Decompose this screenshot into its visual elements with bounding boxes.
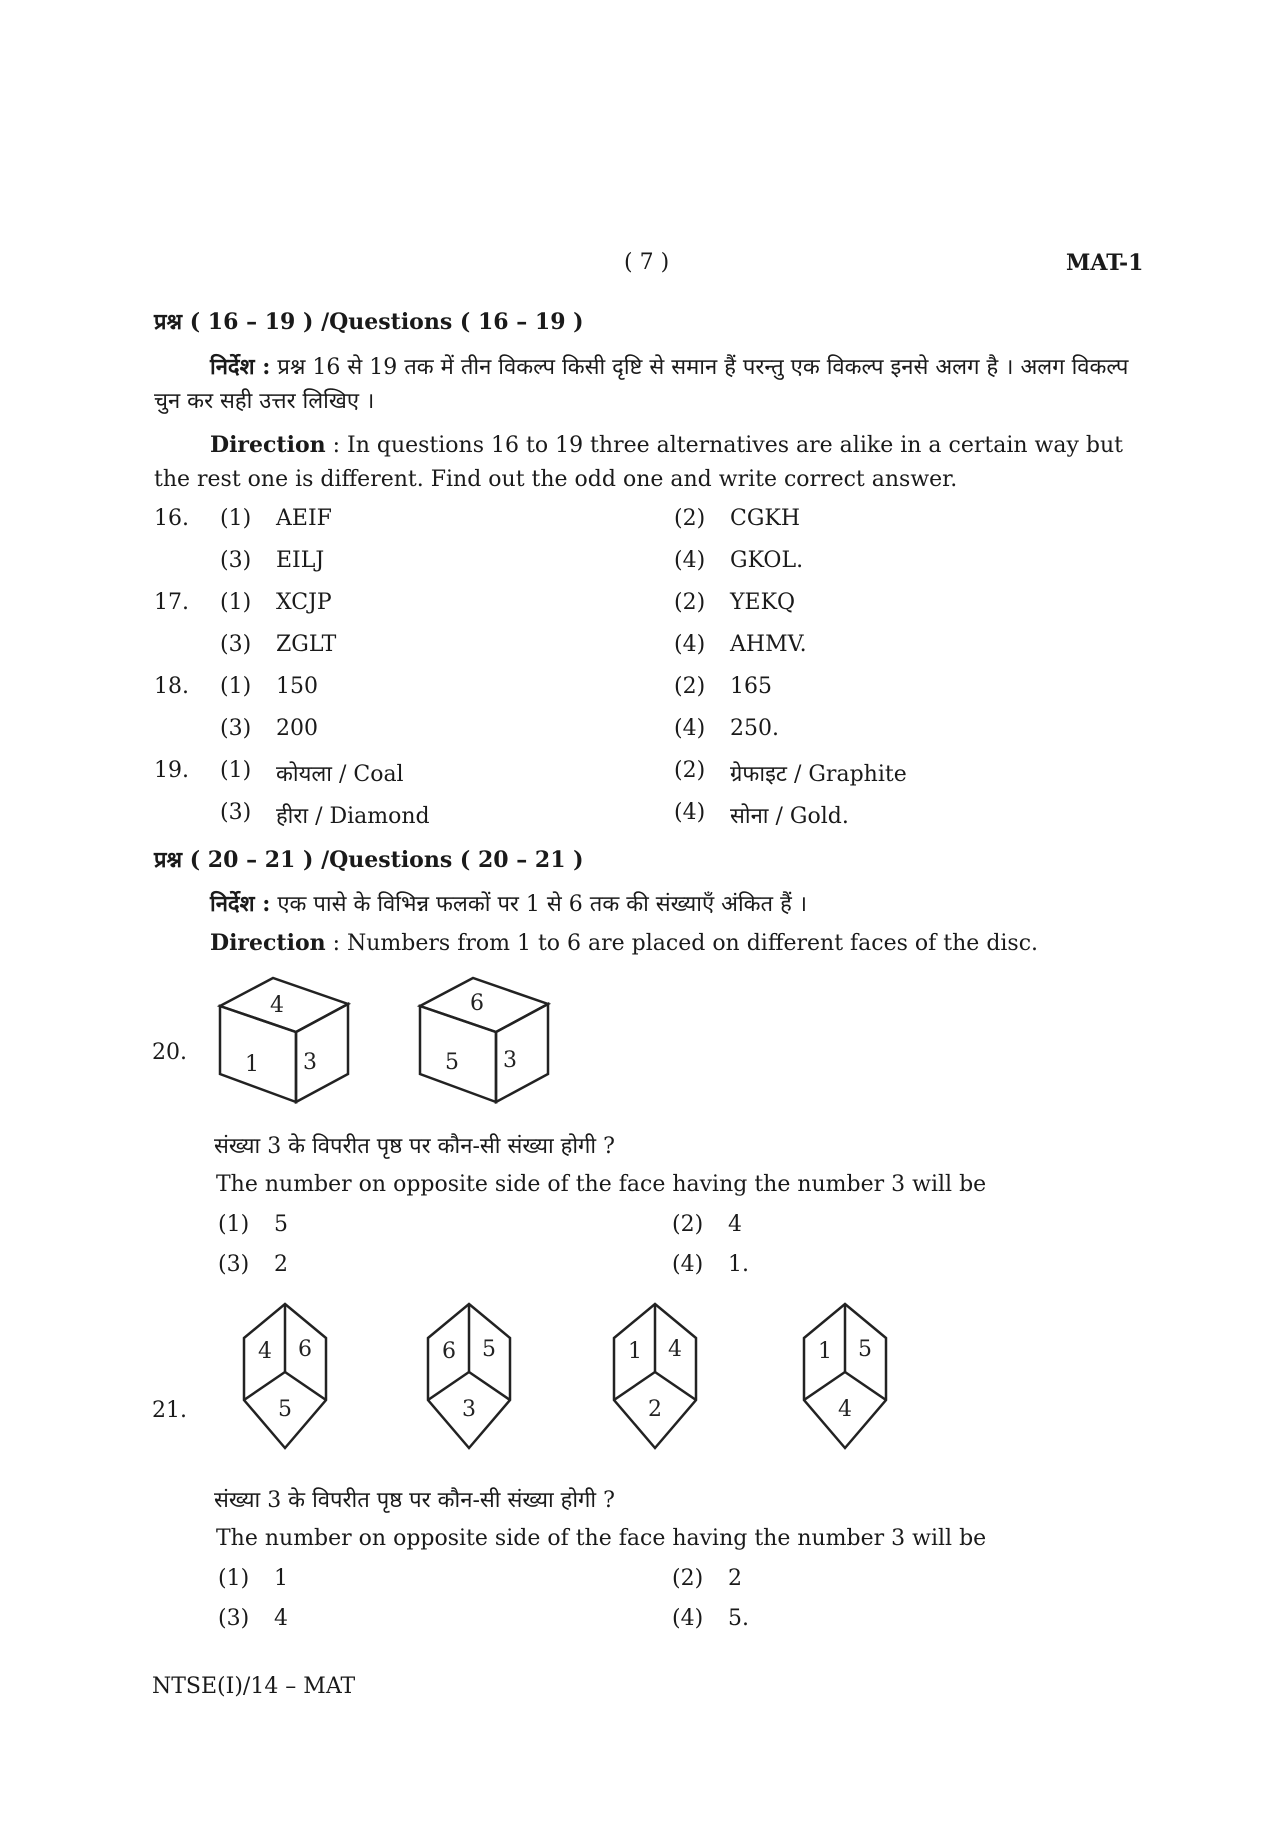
option-label: (2) bbox=[672, 1566, 704, 1591]
die-edge bbox=[469, 1372, 510, 1400]
option-label: (3) bbox=[220, 800, 252, 825]
cube-figure-2 bbox=[414, 976, 554, 1106]
option-text: CGKH bbox=[730, 506, 801, 531]
die-edge bbox=[655, 1372, 696, 1400]
cube-figure-1 bbox=[214, 976, 354, 1106]
option-text: कोयला / Coal bbox=[276, 762, 404, 787]
cube1-right-number: 3 bbox=[303, 1050, 317, 1075]
die-edge bbox=[285, 1372, 326, 1400]
option-text: 4 bbox=[728, 1212, 742, 1237]
direction-english-text: : Numbers from 1 to 6 are placed on different faces of the disc. bbox=[332, 931, 1039, 956]
option-label: (2) bbox=[672, 1212, 704, 1237]
direction-english-label: Direction bbox=[210, 930, 326, 956]
die-figure bbox=[414, 1300, 524, 1450]
direction-english-label: Direction bbox=[210, 432, 326, 458]
option-text: 1 bbox=[274, 1566, 288, 1591]
die-edge bbox=[804, 1372, 845, 1400]
option-label: (4) bbox=[672, 1252, 704, 1277]
option-label: (1) bbox=[218, 1566, 250, 1591]
option-text: AEIF bbox=[276, 506, 332, 531]
die-edge bbox=[428, 1372, 469, 1400]
option-label: (2) bbox=[674, 506, 706, 531]
direction-hindi-text: एक पासे के विभिन्न फलकों पर 1 से 6 तक की संख्याएँ अंकित हैं । bbox=[277, 892, 808, 917]
die-number: 4 bbox=[258, 1339, 272, 1364]
option-label: (4) bbox=[672, 1606, 704, 1631]
option-text: 2 bbox=[728, 1566, 742, 1591]
option-text: 5 bbox=[274, 1212, 288, 1237]
section-title-20-21: प्रश्न ( 20 – 21 ) /Questions ( 20 – 21 ) bbox=[154, 847, 584, 873]
paper-code: MAT-1 bbox=[1066, 250, 1144, 276]
question-number: 18. bbox=[154, 674, 189, 699]
direction-hindi-20-21 bbox=[210, 888, 807, 918]
q20-question-english: The number on opposite side of the face having the number 3 will be bbox=[216, 1172, 987, 1197]
direction-english-text: : In questions 16 to 19 three alternatives are alike in a certain way but the rest one is different. Find out the odd one and write correct answer. bbox=[154, 433, 1123, 492]
option-text: 200 bbox=[276, 716, 318, 741]
die-number: 2 bbox=[648, 1397, 662, 1422]
option-text: XCJP bbox=[276, 590, 332, 615]
option-label: (4) bbox=[674, 548, 706, 573]
direction-hindi-16-19 bbox=[154, 350, 1144, 419]
option-text: 4 bbox=[274, 1606, 288, 1631]
direction-hindi-label: निर्देश : bbox=[210, 354, 271, 380]
q21-question-english: The number on opposite side of the face having the number 3 will be bbox=[216, 1526, 987, 1551]
option-label: (1) bbox=[220, 590, 252, 615]
option-label: (3) bbox=[218, 1606, 250, 1631]
question-number: 16. bbox=[154, 506, 189, 531]
section-title-16-19: प्रश्न ( 16 – 19 ) /Questions ( 16 – 19 ) bbox=[154, 309, 584, 335]
option-label: (2) bbox=[674, 758, 706, 783]
question-number-20: 20. bbox=[152, 1040, 187, 1065]
option-text: 150 bbox=[276, 674, 318, 699]
page-number: ( 7 ) bbox=[624, 250, 670, 275]
option-label: (1) bbox=[220, 506, 252, 531]
option-label: (3) bbox=[220, 632, 252, 657]
option-label: (3) bbox=[218, 1252, 250, 1277]
option-text: 5. bbox=[728, 1606, 749, 1631]
option-label: (4) bbox=[674, 800, 706, 825]
option-text: सोना / Gold. bbox=[730, 804, 849, 829]
option-label: (3) bbox=[220, 548, 252, 573]
option-label: (4) bbox=[674, 632, 706, 657]
option-text: AHMV. bbox=[730, 632, 807, 657]
option-label: (2) bbox=[674, 674, 706, 699]
die-number: 6 bbox=[442, 1339, 456, 1364]
option-text: हीरा / Diamond bbox=[276, 804, 430, 829]
die-number: 4 bbox=[668, 1337, 682, 1362]
option-text: 165 bbox=[730, 674, 772, 699]
die-figure bbox=[600, 1300, 710, 1450]
option-label: (4) bbox=[674, 716, 706, 741]
die-figure bbox=[790, 1300, 900, 1450]
option-label: (1) bbox=[220, 674, 252, 699]
question-number: 19. bbox=[154, 758, 189, 783]
die-number: 5 bbox=[482, 1337, 496, 1362]
cube2-left-number: 5 bbox=[445, 1050, 459, 1075]
option-text: ZGLT bbox=[276, 632, 337, 657]
direction-hindi-text: प्रश्न 16 से 19 तक में तीन विकल्प किसी दृष्टि से समान हैं परन्तु एक विकल्प इनसे अलग है । अलग विकल्प चुन कर सही उत्तर लिखिए । bbox=[154, 355, 1129, 414]
option-text: EILJ bbox=[276, 548, 325, 573]
option-label: (2) bbox=[674, 590, 706, 615]
die-number: 4 bbox=[838, 1397, 852, 1422]
cube1-top-number: 4 bbox=[270, 993, 284, 1018]
footer-code: NTSE(I)/14 – MAT bbox=[152, 1674, 356, 1699]
option-text: YEKQ bbox=[730, 590, 796, 615]
cube2-top-number: 6 bbox=[470, 991, 484, 1016]
option-text: GKOL. bbox=[730, 548, 804, 573]
direction-english-20-21 bbox=[210, 930, 1038, 956]
die-edge bbox=[244, 1372, 285, 1400]
cube2-right-number: 3 bbox=[503, 1048, 517, 1073]
die-number: 5 bbox=[278, 1397, 292, 1422]
option-text: 250. bbox=[730, 716, 779, 741]
direction-english-16-19 bbox=[154, 428, 1144, 497]
option-label: (1) bbox=[218, 1212, 250, 1237]
option-label: (3) bbox=[220, 716, 252, 741]
die-number: 3 bbox=[462, 1397, 476, 1422]
die-edge bbox=[845, 1372, 886, 1400]
die-number: 1 bbox=[818, 1339, 832, 1364]
die-edge bbox=[614, 1372, 655, 1400]
die-number: 1 bbox=[628, 1339, 642, 1364]
option-label: (1) bbox=[220, 758, 252, 783]
die-number: 5 bbox=[858, 1337, 872, 1362]
die-number: 6 bbox=[298, 1337, 312, 1362]
option-text: 2 bbox=[274, 1252, 288, 1277]
question-number-21: 21. bbox=[152, 1398, 187, 1423]
option-text: ग्रेफाइट / Graphite bbox=[730, 762, 907, 787]
die-figure bbox=[230, 1300, 340, 1450]
q21-question-hindi: संख्या 3 के विपरीत पृष्ठ पर कौन-सी संख्या होगी ? bbox=[214, 1488, 615, 1513]
direction-hindi-label: निर्देश : bbox=[210, 891, 271, 917]
question-number: 17. bbox=[154, 590, 189, 615]
option-text: 1. bbox=[728, 1252, 749, 1277]
q20-question-hindi: संख्या 3 के विपरीत पृष्ठ पर कौन-सी संख्या होगी ? bbox=[214, 1134, 615, 1159]
cube1-left-number: 1 bbox=[245, 1052, 259, 1077]
